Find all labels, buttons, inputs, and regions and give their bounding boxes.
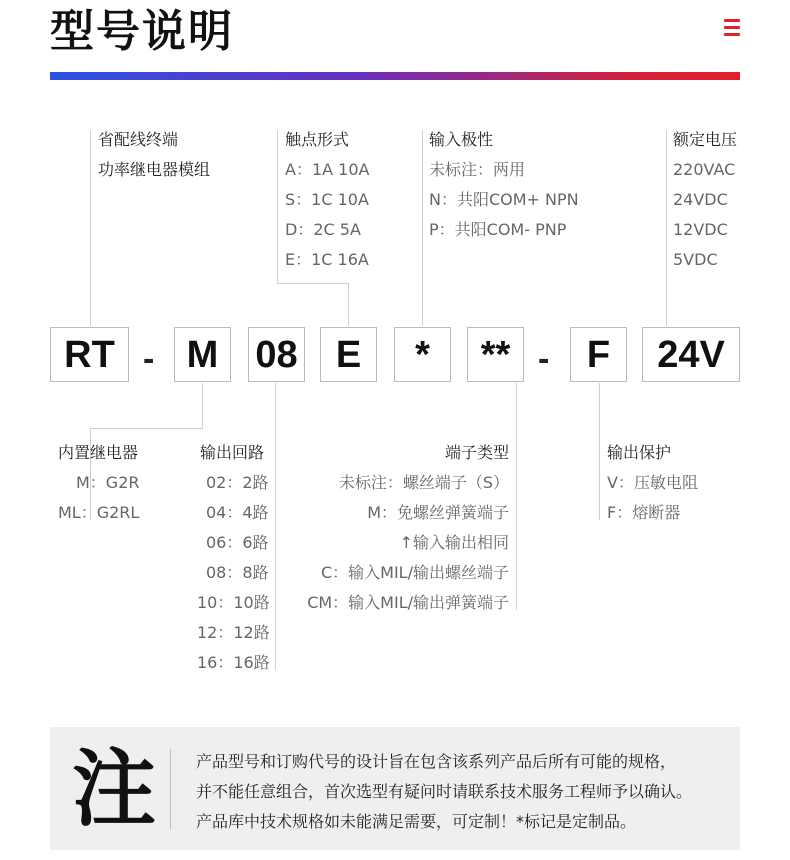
rated-voltage-option: 12VDC [673,220,728,239]
connector-line [422,130,423,326]
connector-line [90,130,91,326]
code-box-contact: E [320,327,377,382]
connector-line [90,428,203,429]
output-channels-option: 08：8路 [206,563,269,582]
output-protection-heading: 输出保护 [607,443,672,462]
code-separator: - [538,340,550,378]
note-char: 注 [72,740,157,838]
rated-voltage-heading: 额定电压 [673,130,738,149]
contact-form-heading: 触点形式 [285,130,350,149]
output-protection-option: V：压敏电阻 [607,473,698,492]
connector-line [202,383,203,428]
note-divider [170,749,171,829]
code-box-series: RT [50,327,129,382]
code-box-polarity: * [394,327,451,382]
code-box-channels: 08 [248,327,305,382]
hamburger-icon[interactable] [724,19,740,40]
connector-line [277,283,349,284]
code-box-voltage: 24V [642,327,740,382]
code-box-relay: M [174,327,231,382]
connector-line [516,383,517,610]
contact-form-option: S：1C 10A [285,190,369,209]
note-panel [50,727,740,850]
module-name-line: 省配线终端 [98,130,179,149]
output-channels-option: 12：12路 [197,623,270,642]
connector-line [599,383,600,520]
terminal-type-option: ↑输入输出相同 [399,533,509,552]
input-polarity-option: P：共阳COM- PNP [429,220,567,239]
input-polarity-heading: 输入极性 [429,130,494,149]
output-channels-option: 02：2路 [206,473,269,492]
contact-form-option: E：1C 16A [285,250,369,269]
built-in-relay-option: M：G2R [76,473,140,492]
built-in-relay-option: ML：G2RL [58,503,140,522]
connector-line [277,130,278,283]
output-channels-option: 04：4路 [206,503,269,522]
module-name-line: 功率继电器模组 [98,160,211,179]
connector-line [275,383,276,670]
terminal-type-option: C：输入MIL/输出螺丝端子 [320,563,509,582]
output-channels-option: 16：16路 [197,653,270,672]
connector-line [348,283,349,326]
note-line: 产品库中技术规格如未能满足需要，可定制！*标记是定制品。 [196,812,637,831]
page-title: 型号说明 [50,6,234,57]
terminal-type-option: 未标注：螺丝端子（S） [338,473,509,492]
input-polarity-option: 未标注：两用 [429,160,526,179]
code-box-terminal: ** [467,327,524,382]
input-polarity-option: N：共阳COM+ NPN [429,190,579,209]
output-channels-option: 06：6路 [206,533,269,552]
contact-form-option: A：1A 10A [285,160,370,179]
code-box-protection: F [570,327,627,382]
terminal-type-heading: 端子类型 [444,443,509,462]
header-gradient-bar [50,72,740,80]
built-in-relay-heading: 内置继电器 [58,443,139,462]
terminal-type-option: M：免螺丝弹簧端子 [367,503,509,522]
code-separator: - [143,340,155,378]
output-protection-option: F：熔断器 [607,503,681,522]
output-channels-heading: 输出回路 [200,443,265,462]
note-line: 并不能任意组合，首次选型有疑问时请联系技术服务工程师予以确认。 [196,782,693,801]
rated-voltage-option: 24VDC [673,190,728,209]
rated-voltage-option: 220VAC [673,160,736,179]
connector-line [666,130,667,326]
terminal-type-option: CM：输入MIL/输出弹簧端子 [307,593,509,612]
contact-form-option: D：2C 5A [285,220,361,239]
note-line: 产品型号和订购代号的设计旨在包含该系列产品后所有可能的规格， [196,752,677,771]
output-channels-option: 10：10路 [197,593,270,612]
rated-voltage-option: 5VDC [673,250,718,269]
